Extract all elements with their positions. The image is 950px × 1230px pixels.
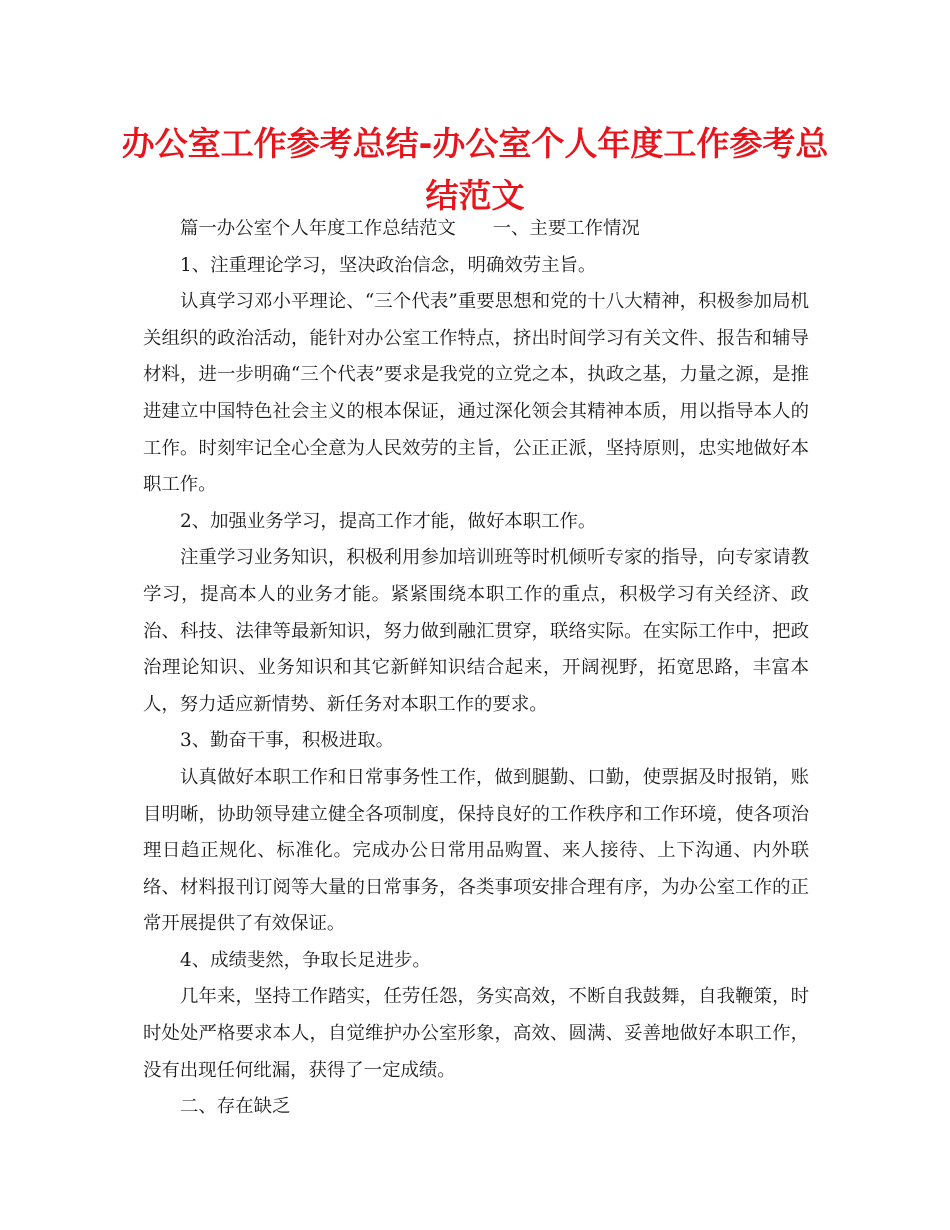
paragraph-heading-4: 4、成绩斐然，争取长足进步。	[180, 949, 431, 971]
paragraph-heading-3: 3、勤奋干事，积极进取。	[180, 730, 394, 752]
paragraph-body-1: 认真学习邓小平理论、“三个代表”重要思想和党的十八大精神，积极参加局机关组织的政治活动，能针对办公室工作特点，挤出时间学习有关文件、报告和辅导材料，进一步明确“三个代表”要求是我党的立党之本，执政之基，力量之源，是推进建立中国特色社会主义的根本保证，通过深化领会其精神本质，用以指导本人的工作。时刻牢记全心全意为人民效劳的主旨，公正正派，坚持原则，忠实地做好本职工作。	[143, 291, 809, 496]
paragraph-intro: 篇一办公室个人年度工作总结范文 一、主要工作情况	[180, 218, 640, 239]
paragraph-body-3: 认真做好本职工作和日常事务性工作，做到腿勤、口勤，使票据及时报销，账目明晰，协助领导建立健全各项制度，保持良好的工作秩序和工作环境，使各项治理日趋正规化、标准化。完成办公日常用品购置、来人接待、上下沟通、内外联络、材料报刊订阅等大量的日常事务，各类事项安排合理有序，为办公室工作的正常开展提供了有效保证。	[143, 766, 809, 935]
document-title: 办公室工作参考总结-办公室个人年度工作参考总结范文	[121, 124, 829, 215]
paragraph-heading-2: 2、加强业务学习，提高工作才能，做好本职工作。	[180, 510, 597, 532]
section-heading-2: 二、存在缺乏	[180, 1096, 291, 1118]
paragraph-body-4: 几年来，坚持工作踏实，任劳任怨，务实高效，不断自我鼓舞，自我鞭策，时时处处严格要求本人，自觉维护办公室形象，高效、圆满、妥善地做好本职工作，没有出现任何纰漏，获得了一定成绩。	[143, 986, 809, 1081]
document-body	[143, 211, 809, 1126]
paragraph-body-2: 注重学习业务知识，积极利用参加培训班等时机倾听专家的指导，向专家请教学习，提高本人的业务才能。紧紧围绕本职工作的重点，积极学习有关经济、政治、科技、法律等最新知识，努力做到融汇贯穿，联络实际。在实际工作中，把政治理论知识、业务知识和其它新鲜知识结合起来，开阔视野，拓宽思路，丰富本人，努力适应新情势、新任务对本职工作的要求。	[143, 547, 809, 715]
paragraph-heading-1: 1、注重理论学习，坚决政治信念，明确效劳主旨。	[180, 254, 597, 276]
